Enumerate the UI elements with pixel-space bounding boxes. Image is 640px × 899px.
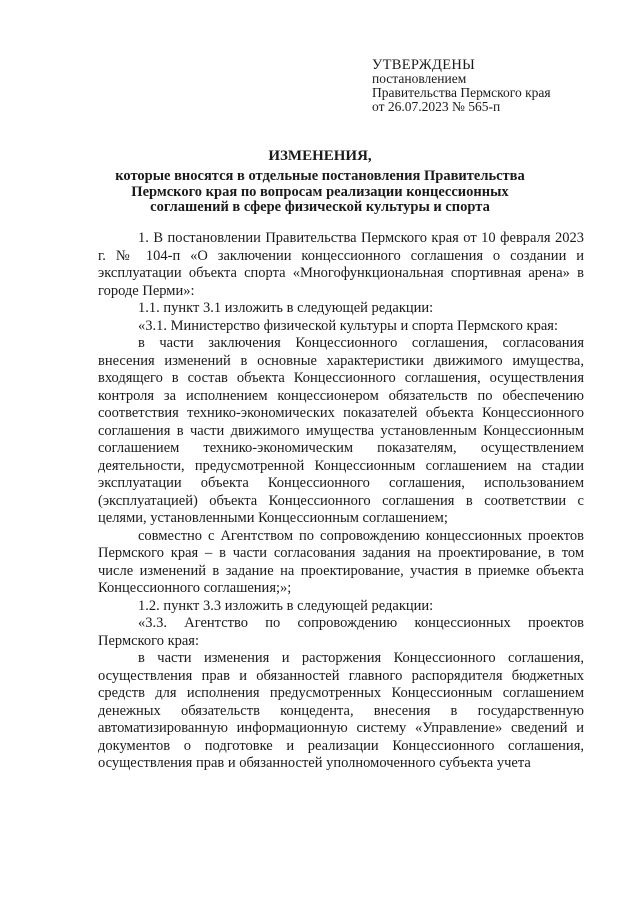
paragraph: в части заключения Концессионного соглашения, согласования внесения изменений в основные характеристики движимого имущества, входящего в состав объекта Концессионного соглашения, осуществления контроля за исполнением концессионером обязательств по обеспечению соответствия технико-экономических показателей объекта Концессионного соглашения в части движимого имущества установленным Концессионным соглашением технико-экономическим показателям, осуществлением деятельности, предусмотренной Концессионным соглашением на стадии эксплуатации объекта Концессионного соглашения, использованием (эксплуатацией) объекта Концессионного соглашения в соответствии с целями, установленными Концессионным соглашением; <box>98 335 584 526</box>
paragraph: «3.1. Министерство физической культуры и спорта Пермского края: <box>138 317 558 334</box>
approval-heading: УТВЕРЖДЕНЫ <box>372 57 476 73</box>
approval-line: постановлением <box>372 71 467 86</box>
subtitle-line: Пермского края по вопросам реализации концессионных <box>131 183 509 200</box>
approval-date-number: от 26.07.2023 № 565-п <box>372 99 501 114</box>
paragraph: совместно с Агентством по сопровождению концессионных проектов Пермского края – в части согласования задания на проектирование, в том числе изменений в задание на проектирование, участия в приемке объекта Концессионного соглашения;»; <box>98 527 584 596</box>
document-body <box>98 230 584 773</box>
paragraph: в части изменения и расторжения Концессионного соглашения, осуществления прав и обязанностей главного распорядителя бюджетных средств для исполнения предусмотренных Концессионным соглашением денежных обязательств концедента, внесения в государственную автоматизированную информационную систему «Управление» сведений и документов о подготовке и реализации Концессионного соглашения, осуществления прав и обязанностей уполномоченного субъекта учета <box>98 650 584 771</box>
document-title: ИЗМЕНЕНИЯ, <box>268 148 372 164</box>
document-subtitle <box>90 169 550 216</box>
paragraph: «3.3. Агентство по сопровождению концессионных проектов Пермского края: <box>98 615 584 649</box>
subtitle-line: соглашений в сфере физической культуры и спорта <box>150 199 490 215</box>
approval-line: Правительства Пермского края <box>372 85 551 100</box>
subtitle-line: которые вносятся в отдельные постановления Правительства <box>115 168 525 184</box>
paragraph: 1.2. пункт 3.3 изложить в следующей редакции: <box>138 597 434 614</box>
approval-stamp <box>372 58 551 114</box>
paragraph: 1. В постановлении Правительства Пермского края от 10 февраля 2023 г. № 104-п «О заключении концессионного соглашения о создании и эксплуатации объекта спорта «Многофункциональная спортивная арена» в городе Перми»: <box>98 230 584 299</box>
paragraph: 1.1. пункт 3.1 изложить в следующей редакции: <box>138 300 434 316</box>
